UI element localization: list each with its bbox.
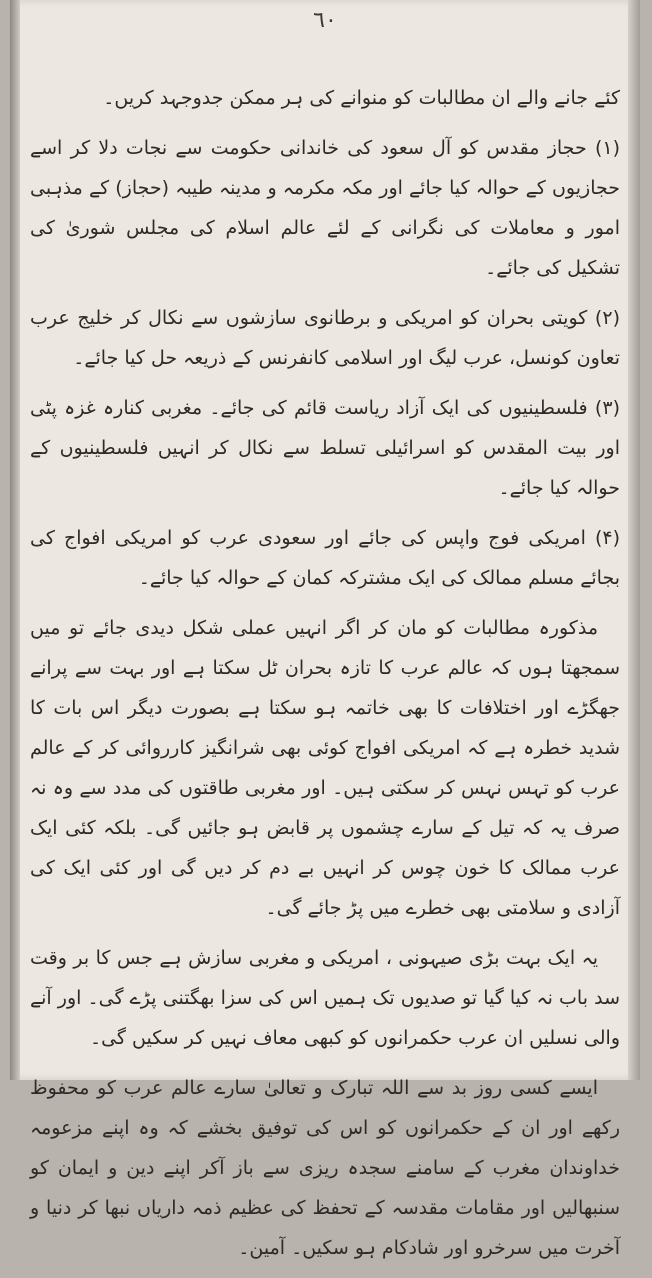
body-paragraph-1: مذکورہ مطالبات کو مان کر اگر انہیں عملی شکل دیدی جائے تو میں سمجھتا ہوں کہ عالم عرب کا تازہ بحران ٹل سکتا ہے اور بہت سے پرانے جھگڑے اور اختلافات کا بھی خاتمہ ہو سکتا ہے بصورت دیگر اس بات کا شدید خطرہ ہے کہ امریکی افواج کوئی بھی شرانگیز کارروائی کر کے عالم عرب کو تہس نہس کر سکتی ہیں۔ اور مغربی طاقتوں کی مدد سے وہ نہ صرف یہ کہ تیل کے سارے چشموں پر قابض ہو جائیں گی۔ بلکہ کئی ایک عرب ممالک کا خون چوس کر انہیں بے دم کر دیں گی اور کئی ایک کی آزادی و سلامتی بھی خطرے میں پڑ جائے گی۔: [30, 617, 620, 919]
intro-paragraph: کئے جانے والے ان مطالبات کو منوانے کی ہر ممکن جدوجہد کریں۔: [103, 87, 620, 109]
book-page: [10, 0, 640, 1259]
page-body: [30, 78, 620, 1278]
demand-4: (۴) امریکی فوج واپس کی جائے اور سعودی عرب کو امریکی افواج کی بجائے مسلم ممالک کی ایک مشترکہ کمان کے حوالہ کیا جائے۔: [30, 527, 620, 589]
demand-1: (۱) حجاز مقدس کو آل سعود کی خاندانی حکومت سے نجات دلا کر اسے حجازیوں کے حوالہ کیا جائے اور مکہ مکرمہ و مدینہ طیبہ (حجاز) کے مذہبی امور و معاملات کی نگرانی کے لئے عالم اسلام کی مجلس شوریٰ کی تشکیل کی جائے۔: [30, 137, 620, 279]
closing-paragraph: ایسے کسی روز بد سے اللہ تبارک و تعالیٰ سارے عالم عرب کو محفوظ رکھے اور ان کے حکمرانوں کو اس کی توفیق بخشے کہ وہ اپنے مزعومہ خداوندان مغرب کے سامنے سجدہ ریزی سے باز آکر اپنے دین و ایمان کو سنبھالیں اور مقامات مقدسہ کے تحفظ کی عظیم ذمہ داریاں نبھا کر دنیا و آخرت میں سرخرو اور شادکام ہو سکیں۔ آمین۔: [30, 1077, 620, 1259]
page-left-edge: [10, 0, 20, 1080]
page-right-edge: [628, 0, 640, 1080]
demand-2: (۲) کویتی بحران کو امریکی و برطانوی سازشوں سے نکال کر خلیج عرب تعاون کونسل، عرب لیگ اور اسلامی کانفرنس کے ذریعہ حل کیا جائے۔: [30, 307, 620, 369]
page-number: ٦٠: [313, 8, 337, 33]
demand-3: (۳) فلسطینیوں کی ایک آزاد ریاست قائم کی جائے۔ مغربی کنارہ غزہ پٹی اور بیت المقدس کو اسرائیلی تسلط سے نکال کر انہیں فلسطینیوں کے حوالہ کیا جائے۔: [30, 397, 620, 499]
body-paragraph-2: یہ ایک بہت بڑی صیہونی ، امریکی و مغربی سازش ہے جس کا بر وقت سد باب نہ کیا گیا تو صدیوں تک ہمیں اس کی سزا بھگتنی پڑے گی۔ اور آنے والی نسلیں ان عرب حکمرانوں کو کبھی معاف نہیں کر سکیں گی۔: [30, 947, 620, 1049]
